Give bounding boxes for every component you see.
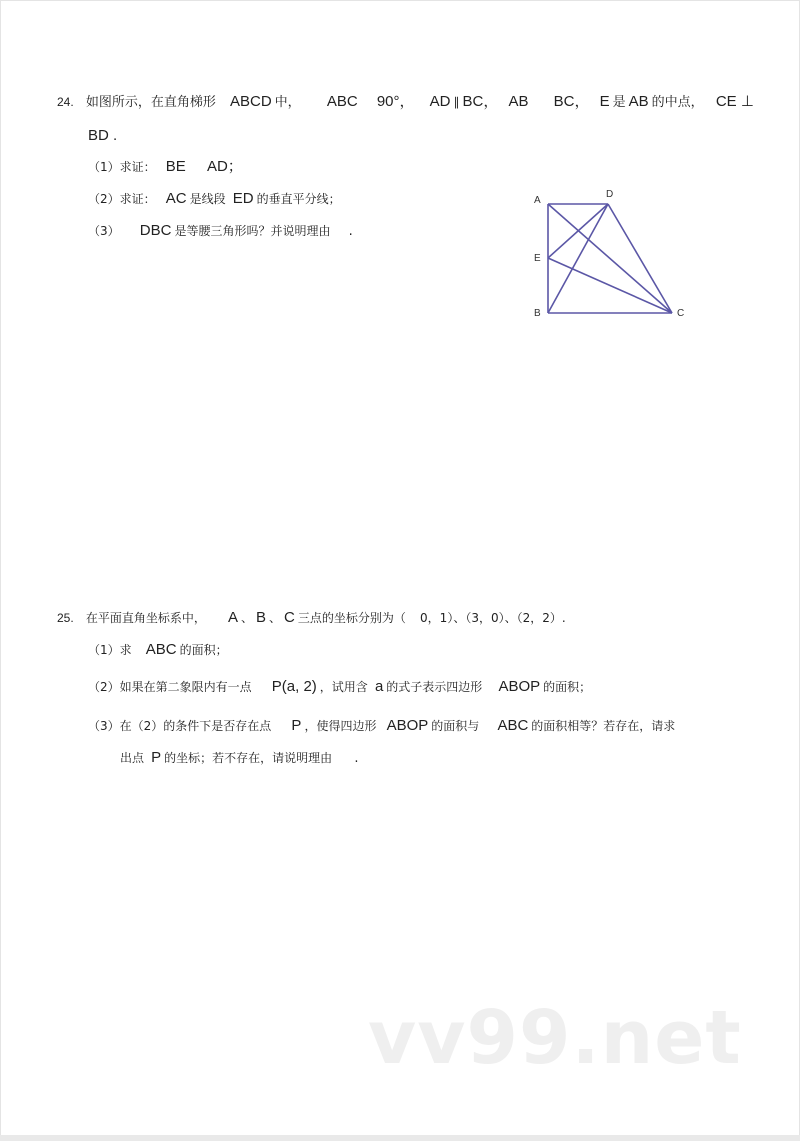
q24-ac: AC [165,190,187,207]
q24-period: . [348,224,353,239]
q24-stem-line2 [88,126,120,147]
q24-be: BE [165,158,186,175]
trapezoid-figure [526,184,696,324]
segment-dc [608,204,672,313]
q25-sub1 [88,640,228,661]
q24-text: 是 [612,95,626,110]
q24-number: 24. [57,95,74,109]
q25-text: ，试用含 [319,680,368,694]
q25-p: P [291,717,302,734]
q25-a: A [227,609,238,626]
segment-ac [548,204,672,313]
q24-ad: AD [429,93,451,110]
q25-sub2 [88,677,591,698]
q24-text: 的中点， [651,95,704,110]
segment-ec [548,258,672,313]
q25-text: 的面积与 [431,719,480,733]
q25-sep: 、 [241,611,254,625]
q24-text: 是等腰三角形吗？并说明理由 [174,224,331,238]
q25-text: 的面积； [179,643,228,657]
q25-abc2: ABC [497,717,529,734]
label-c: C [677,308,685,319]
q24-90deg: 90°， [376,93,415,110]
q24-dbc: DBC [139,222,172,239]
q24-bd: BD . [88,127,118,144]
q24-abcd: ABCD [229,93,272,110]
q25-text: 出点 [120,751,145,765]
q24-text: 的垂直平分线； [256,192,341,206]
q25-b: B [256,609,267,626]
q25-sep: 、 [269,611,282,625]
q24-bc2: BC， [553,93,590,110]
q24-stem-text: 如图所示，在直角梯形 [85,95,216,110]
q25-abop2: ABOP [386,717,429,734]
q25-text: 的式子表示四边形 [386,680,483,694]
q24-e: E [599,93,610,110]
q25-sub1-label: （1）求 [88,643,132,657]
q25-sub3-label: （3）在（2）的条件下是否存在点 [88,719,272,733]
q24-sub2-label: （2）求证： [88,192,156,206]
q25-text: 的面积； [543,680,592,694]
q25-number: 25. [57,611,74,625]
q25-stem [57,608,566,629]
q25-abc: ABC [145,641,177,658]
q24-ad2: AD； [206,158,243,175]
q25-p2: P [151,749,162,766]
q25-text: 三点的坐标分别为（ [297,611,406,625]
q25-a-var: a [374,678,384,695]
q25-sub2-label: （2）如果在第二象限内有一点 [88,680,252,694]
q25-text: 的坐标；若不存在，请说明理由 [164,751,333,765]
q25-text: 的面积相等？若存在，请求 [531,719,676,733]
q24-ed: ED [232,190,254,207]
q24-ce-perp: CE ⊥ [715,93,754,110]
q24-parallel: ∥ [453,95,460,109]
q24-ab: AB [508,93,529,110]
q25-sub3-line2 [120,748,358,769]
q24-ab2: AB [628,93,649,110]
bottom-strip [0,1135,800,1141]
q24-bc: BC， [462,93,499,110]
q24-angle-abc: ABC [326,93,358,110]
q25-abop: ABOP [498,678,541,695]
q25-stem-text: 在平面直角坐标系中， [85,611,206,625]
label-e: E [534,253,541,264]
q25-period: . [354,751,359,766]
label-b: B [534,308,541,319]
q24-sub1-label: （1）求证： [88,160,156,174]
q25-coords: 0，1）、（3，0）、（2，2）. [420,611,566,625]
q24-sub1 [88,157,246,178]
label-a: A [534,195,541,206]
q24-text: 是线段 [189,192,226,206]
q24-sub3 [88,221,353,242]
watermark: vv99.net [368,995,742,1081]
q25-p-coord: P(a, 2) [271,678,317,695]
q24-text: 中， [274,95,301,110]
q24-sub2 [88,189,341,210]
q25-sub3 [88,716,675,737]
q25-c: C [284,609,295,626]
q25-text: ，使得四边形 [304,719,377,733]
q24-sub3-label: （3） [88,224,120,238]
label-d: D [606,189,614,200]
segment-bd [548,204,608,313]
q24-stem [57,92,757,113]
